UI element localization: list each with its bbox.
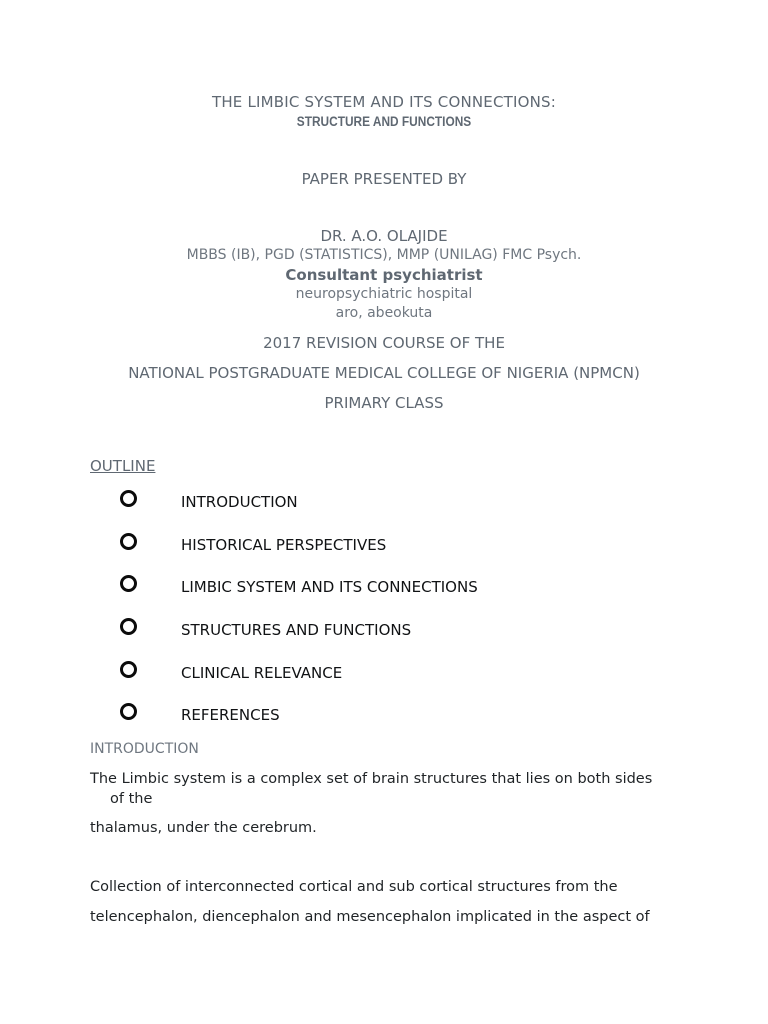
institution-line-2: aro, abeokuta — [335, 305, 433, 321]
outline-item-limbic-system — [0, 575, 768, 605]
outline-heading: OUTLINE — [90, 457, 156, 475]
outline-item-references — [0, 703, 768, 733]
circle-bullet-icon — [120, 618, 137, 635]
circle-bullet-icon — [120, 703, 137, 720]
author-role: Consultant psychiatrist — [285, 266, 483, 284]
intro-paragraph-1-line-1: The Limbic system is a complex set of brain structures that lies on both sides — [90, 771, 653, 787]
outline-item-label: LIMBIC SYSTEM AND ITS CONNECTIONS — [181, 578, 478, 596]
circle-bullet-icon — [120, 533, 137, 550]
intro-paragraph-1-line-2: of the — [110, 791, 153, 807]
outline-item-label: REFERENCES — [181, 706, 280, 724]
course-line-1: 2017 REVISION COURSE OF THE — [263, 334, 505, 352]
document-subtitle: STRUCTURE AND FUNCTIONS — [296, 114, 472, 129]
intro-paragraph-2-line-1: Collection of interconnected cortical and sub cortical structures from the — [90, 879, 618, 895]
document-title: THE LIMBIC SYSTEM AND ITS CONNECTIONS: — [211, 93, 557, 111]
intro-paragraph-1-line-3: thalamus, under the cerebrum. — [90, 820, 317, 836]
outline-item-structures-functions — [0, 618, 768, 648]
presented-by-label: PAPER PRESENTED BY — [301, 170, 467, 188]
author-name: DR. A.O. OLAJIDE — [320, 227, 448, 245]
outline-item-label: STRUCTURES AND FUNCTIONS — [181, 621, 412, 639]
circle-bullet-icon — [120, 575, 137, 592]
introduction-heading: INTRODUCTION — [90, 741, 199, 757]
course-line-3: PRIMARY CLASS — [324, 394, 444, 412]
outline-item-clinical-relevance — [0, 661, 768, 691]
outline-item-historical-perspectives — [0, 533, 768, 563]
course-line-2: NATIONAL POSTGRADUATE MEDICAL COLLEGE OF NIGERIA (NPMCN) — [128, 364, 640, 382]
outline-item-label: INTRODUCTION — [181, 493, 298, 511]
outline-item-label: CLINICAL RELEVANCE — [181, 664, 343, 682]
author-qualifications: MBBS (IB), PGD (STATISTICS), MMP (UNILAG) FMC Psych. — [186, 247, 582, 263]
intro-paragraph-2-line-2: telencephalon, diencephalon and mesencephalon implicated in the aspect of — [90, 909, 650, 925]
circle-bullet-icon — [120, 661, 137, 678]
outline-item-label: HISTORICAL PERSPECTIVES — [181, 536, 387, 554]
outline-item-introduction — [0, 490, 768, 520]
institution-line-1: neuropsychiatric hospital — [295, 286, 473, 302]
circle-bullet-icon — [120, 490, 137, 507]
